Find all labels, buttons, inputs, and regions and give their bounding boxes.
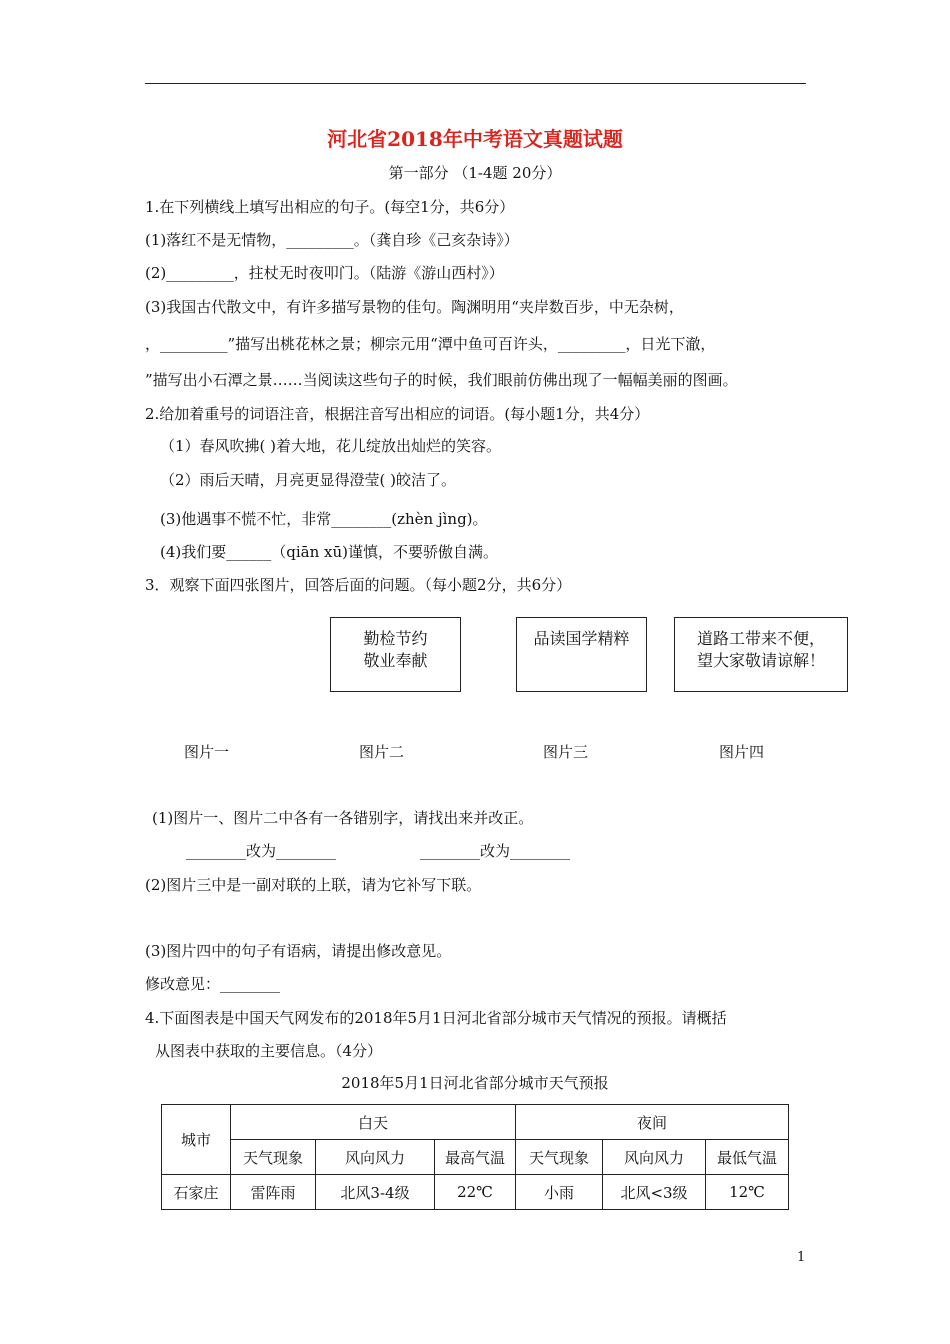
table-header-row: [162, 1105, 789, 1140]
page-number: 1: [797, 1250, 806, 1265]
q3-blank-b: ________改为________: [420, 842, 571, 860]
table-subhead-cell: 最低气温: [706, 1140, 789, 1175]
picture-one-sign: [330, 617, 461, 692]
q3-sub-2: (2)图片三中是一副对联的上联，请为它补写下联。: [145, 876, 482, 894]
table-cell: 22℃: [435, 1175, 516, 1210]
q4-stem-a: 4.下面图表是中国天气网发布的2018年5月1日河北省部分城市天气情况的预报。请概括: [145, 1009, 727, 1027]
caption-picture-four: 图片四: [719, 743, 765, 761]
q1-line-3b: ，_________”描写出桃花林之景；柳宗元用“潭中鱼可百许头，_________，日光下澈，: [145, 335, 716, 353]
table-subheader-row: [162, 1140, 789, 1175]
page-title: 河北省2018年中考语文真题试题: [327, 127, 623, 151]
q1-line-3a: (3)我国古代散文中，有许多描写景物的佳句。陶渊明用“夹岸数百步，中无杂树，: [145, 298, 684, 316]
q1-line-2: (2)_________，拄杖无时夜叩门。（陆游《游山西村》）: [145, 264, 504, 282]
picture-three-sign: [516, 617, 647, 692]
caption-picture-two: 图片二: [359, 743, 405, 761]
table-head-night: 夜间: [516, 1105, 789, 1140]
q3-stem: 3．观察下面四张图片，回答后面的问题。（每小题2分，共6分）: [145, 576, 572, 594]
q2-line-1: （1）春风吹拂( )着大地，花儿绽放出灿烂的笑容。: [160, 437, 502, 455]
table-subhead-cell: 风向风力: [603, 1140, 706, 1175]
picture-one-line-2: 敬业奉献: [363, 651, 428, 670]
q3-sub-3-answer: 修改意见：________: [145, 975, 281, 993]
q2-stem: 2.给加着重号的词语注音，根据注音写出相应的词语。(每小题1分，共4分）: [145, 405, 650, 423]
table-head-day: 白天: [231, 1105, 516, 1140]
table-cell: 小雨: [516, 1175, 603, 1210]
picture-one-line-1: 勤检节约: [363, 629, 428, 648]
q2-line-3: (3)他遇事不慌不忙，非常________(zhèn jìng)。: [160, 510, 488, 528]
caption-picture-one: 图片一: [184, 743, 230, 761]
picture-four-line-2: 望大家敬请谅解！: [696, 651, 825, 670]
picture-three-text: 品读国学精粹: [533, 629, 630, 648]
q4-stem-b: 从图表中获取的主要信息。（4分）: [155, 1042, 383, 1060]
part-heading: 第一部分 （1-4题 20分）: [388, 164, 562, 182]
q1-line-3c: ”描写出小石潭之景……当阅读这些句子的时候，我们眼前仿佛出现了一幅幅美丽的图画。: [145, 371, 738, 389]
table-cell: 雷阵雨: [231, 1175, 316, 1210]
table-subhead-cell: 风向风力: [316, 1140, 435, 1175]
q2-line-2: （2）雨后天晴，月亮更显得澄莹( )皎洁了。: [160, 471, 457, 489]
table-head-city: 城市: [162, 1105, 231, 1175]
q3-sub-3: (3)图片四中的句子有语病，请提出修改意见。: [145, 942, 452, 960]
header-rule: [145, 83, 806, 84]
q1-stem: 1.在下列横线上填写出相应的句子。(每空1分，共6分）: [145, 198, 515, 216]
q1-line-1: (1)落红不是无情物，_________。（龚自珍《己亥杂诗》）: [145, 231, 519, 249]
weather-table-title: 2018年5月1日河北省部分城市天气预报: [341, 1074, 609, 1092]
table-cell: 12℃: [706, 1175, 789, 1210]
q2-line-4: (4)我们要______（qiān xū)谨慎，不要骄傲自满。: [160, 543, 498, 561]
q3-blank-a: ________改为________: [186, 842, 337, 860]
table-row: [162, 1175, 789, 1210]
table-cell: 北风<3级: [603, 1175, 706, 1210]
picture-four-line-1: 道路工带来不便，: [696, 629, 825, 648]
table-cell: 石家庄: [162, 1175, 231, 1210]
table-subhead-cell: 天气现象: [516, 1140, 603, 1175]
table-subhead-cell: 最高气温: [435, 1140, 516, 1175]
weather-table: [161, 1104, 789, 1210]
caption-picture-three: 图片三: [543, 743, 589, 761]
picture-four-sign: [674, 617, 848, 692]
table-cell: 北风3-4级: [316, 1175, 435, 1210]
q3-sub-1: (1)图片一、图片二中各有一各错别字，请找出来并改正。: [152, 809, 534, 827]
table-subhead-cell: 天气现象: [231, 1140, 316, 1175]
